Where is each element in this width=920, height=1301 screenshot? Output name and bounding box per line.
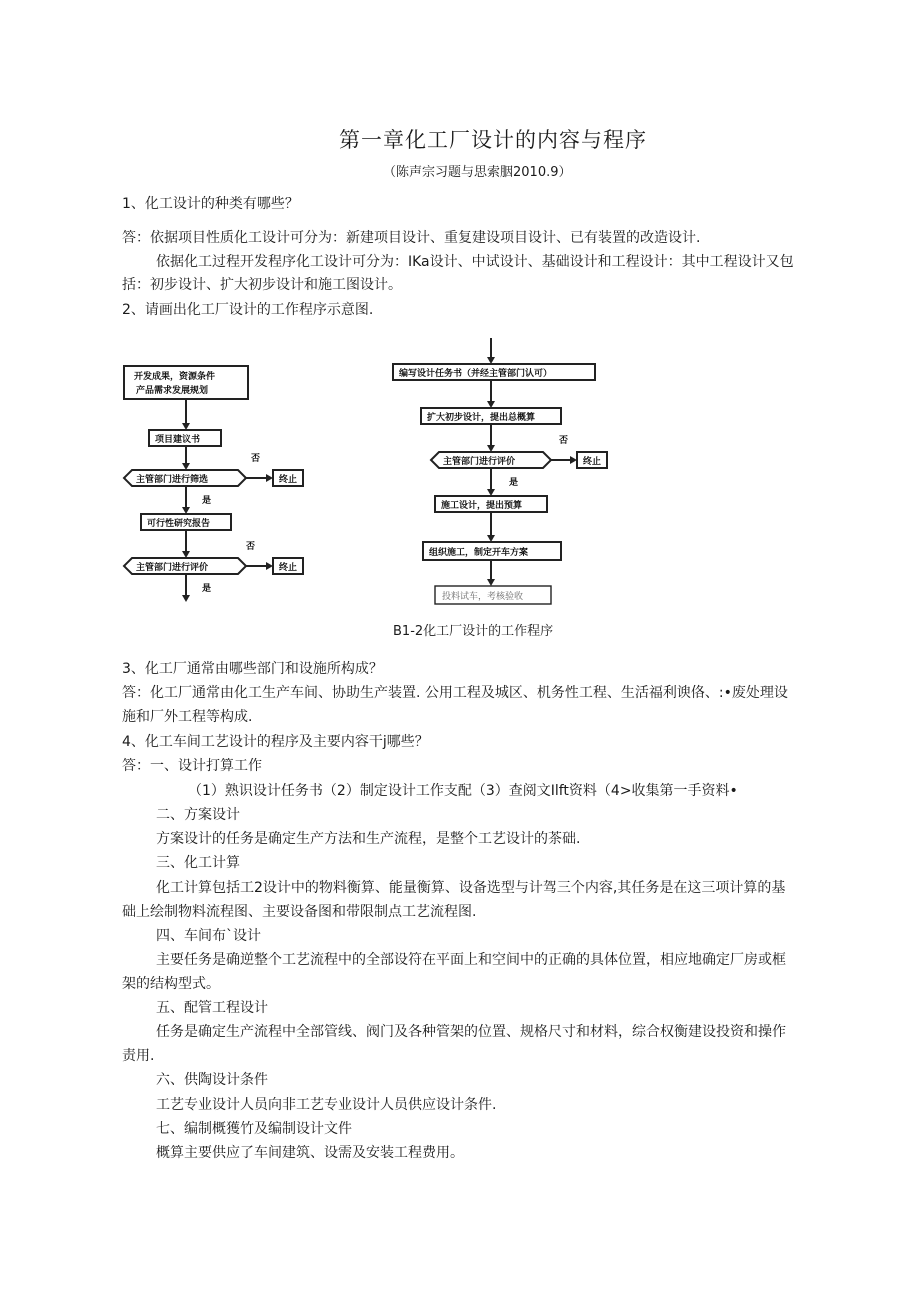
answer-4-text-5-line-2: 责用. bbox=[122, 1048, 155, 1064]
flow-left-stop-1-text: 终止 bbox=[279, 475, 298, 485]
answer-4-heading-6: 六、供陶设计条件 bbox=[156, 1072, 268, 1088]
answer-4-text-3-line-1: 化工计算包括工2设计中的物料衡算、能量衡算、设备选型与计驾三个内容,其任务是在这三项计算的基 bbox=[156, 880, 786, 896]
figure-caption: B1-2化工厂设计的工作程序 bbox=[393, 624, 554, 639]
flow-left-box-1-text-1: 开发成果，资源条件 bbox=[134, 372, 216, 382]
question-3: 3、化工厂通常由哪些部门和设施所构成？ bbox=[122, 661, 383, 677]
question-4: 4、化工车间工艺设计的程序及主要内容干j哪些？ bbox=[122, 734, 429, 750]
flowchart-left bbox=[115, 360, 315, 610]
question-1: 1、化工设计的种类有哪些？ bbox=[122, 196, 299, 212]
flow-right-box-3-text: 施工设计，提出预算 bbox=[441, 501, 523, 511]
flow-right-yes-1: 是 bbox=[509, 478, 519, 488]
answer-1-line-3: 括：初步设计、扩大初步设计和施工图设计。 bbox=[122, 277, 402, 293]
flow-right-box-4-text: 组织施工，制定开车方案 bbox=[429, 548, 529, 558]
answer-4-heading-1: 答：一、设计打算工作 bbox=[122, 758, 262, 774]
flow-left-box-3-text: 可行性研究报告 bbox=[147, 519, 211, 529]
flow-left-decision-1-text: 主管部门进行筛选 bbox=[136, 475, 209, 485]
document-subtitle: （陈声宗习题与思索胭2010.9） bbox=[383, 165, 572, 180]
answer-4-heading-7: 七、编制概獲竹及编制设计文件 bbox=[156, 1121, 352, 1137]
flow-right-box-1-text: 编写设计任务书（并经主管部门认可） bbox=[399, 369, 553, 379]
flow-right-box-2-text: 扩大初步设计，提出总概算 bbox=[427, 413, 536, 423]
answer-4-text-5-line-1: 任务是确定生产流程中全部管线、阀门及各种管架的位置、规格尺寸和材料，综合权衡建设投资和操作 bbox=[156, 1024, 786, 1040]
answer-4-text-7: 概算主要供应了车间建筑、设需及安装工程费用。 bbox=[156, 1145, 464, 1161]
document-title: 第一章化工厂设计的内容与程序 bbox=[339, 128, 647, 152]
flow-right-decision-1-text: 主管部门进行评价 bbox=[443, 457, 516, 467]
flow-left-decision-2-text: 主管部门进行评价 bbox=[136, 563, 209, 573]
answer-1-line-2: 依据化工过程开发程序化工设计可分为：IKa设计、中试设计、基础设计和工程设计：其中工程设计又包 bbox=[156, 254, 794, 270]
flowchart-right bbox=[385, 338, 625, 610]
flow-right-stop-1-text: 终止 bbox=[583, 457, 602, 467]
flow-left-yes-1: 是 bbox=[202, 496, 212, 506]
question-2: 2、请画出化工厂设计的工作程序示意图. bbox=[122, 302, 374, 318]
flow-left-stop-2-text: 终止 bbox=[279, 563, 298, 573]
answer-4-text-2: 方案设计的任务是确定生产方法和生产流程，是整个工艺设计的茶础. bbox=[156, 831, 581, 847]
answer-4-text-6: 工艺专业设计人员向非工艺专业设计人员供应设计条件. bbox=[156, 1097, 497, 1113]
answer-4-text-4-line-1: 主要任务是确逆整个工艺流程中的全部设符在平面上和空间中的正确的具体位置，相应地确定厂房或框 bbox=[156, 952, 786, 968]
flow-left-yes-2: 是 bbox=[202, 584, 212, 594]
flow-right-no-1: 否 bbox=[559, 436, 569, 446]
flow-left-no-2: 否 bbox=[246, 542, 256, 552]
flow-left-no-1: 否 bbox=[251, 454, 261, 464]
answer-4-heading-4: 四、车间布`设计 bbox=[156, 928, 261, 944]
answer-4-heading-5: 五、配管工程设计 bbox=[156, 1000, 268, 1016]
answer-3-line-2: 施和厂外工程等构成. bbox=[122, 709, 253, 725]
answer-3-line-1: 答：化工厂通常由化工生产车间、协助生产装置. 公用工程及城区、机务性工程、生活福利谀佫、:•废处理设 bbox=[122, 685, 788, 701]
flow-left-box-1-text-2: 产品需求发展规划 bbox=[136, 386, 209, 396]
answer-1-line-1: 答：依据项目性质化工设计可分为：新建项目设计、重复建设项目设计、已有装置的改造设计. bbox=[122, 230, 701, 246]
answer-4-item-list: （1）熟识设计任务书（2）制定设计工作支配（3）查阅文Ilft资料（4>收集第一手资料• bbox=[188, 783, 738, 799]
answer-4-heading-3: 三、化工计算 bbox=[156, 855, 240, 871]
answer-4-heading-2: 二、方案设计 bbox=[156, 807, 240, 823]
answer-4-text-4-line-2: 架的结构型式。 bbox=[122, 976, 220, 992]
flow-right-box-5-text: 投料试车，考核验收 bbox=[442, 592, 524, 602]
answer-4-text-3-line-2: 础上绘制物料流程图、主要设备图和带限制点工艺流程图. bbox=[122, 904, 477, 920]
flow-left-box-2-text: 项目建议书 bbox=[155, 435, 201, 445]
